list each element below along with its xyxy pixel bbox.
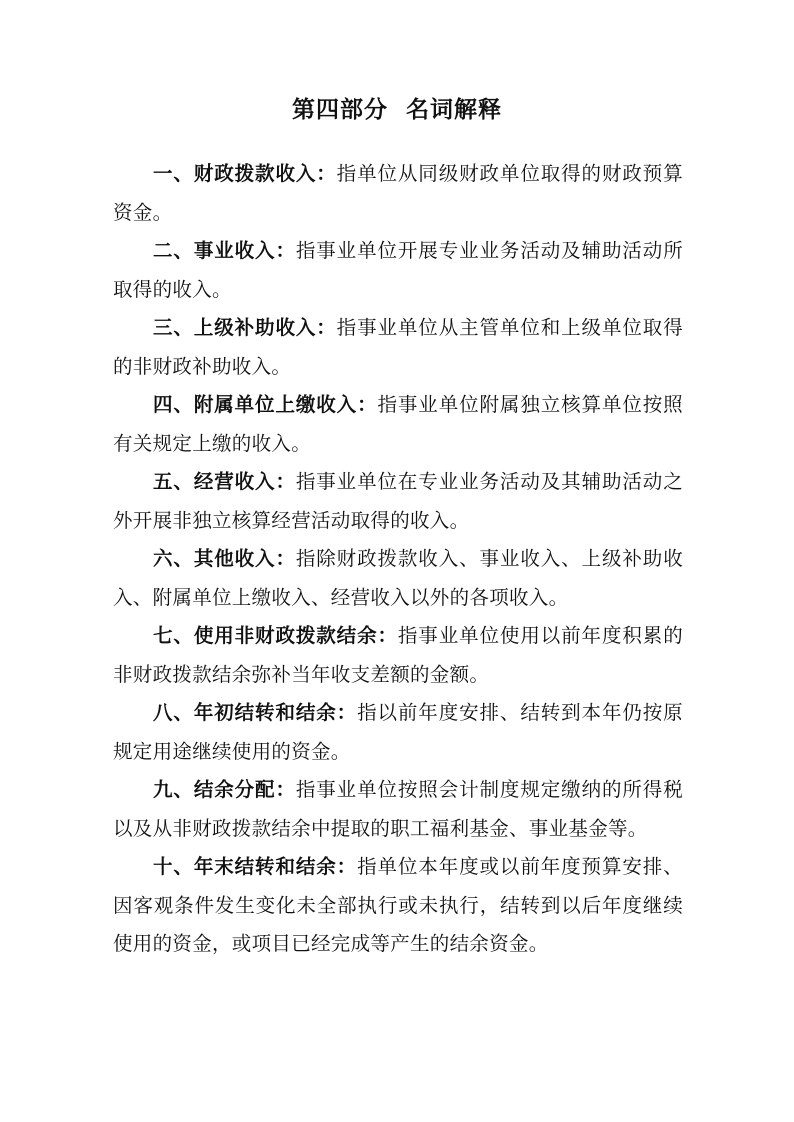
- glossary-term: 四、附属单位上缴收入：: [153, 393, 378, 416]
- glossary-entry: [113, 155, 683, 232]
- glossary-term: 二、事业收入：: [153, 239, 296, 262]
- glossary-entry: [113, 463, 683, 540]
- glossary-entry: [113, 617, 683, 694]
- glossary-term: 七、使用非财政拨款结余：: [153, 624, 398, 647]
- glossary-term: 八、年初结转和结余：: [153, 701, 358, 724]
- glossary-term: 一、财政拨款收入：: [153, 162, 337, 185]
- glossary-definition: 指事业单位在专业业务活动及其辅助活动之外开展非独立核算经营活动取得的收入。: [113, 470, 683, 532]
- glossary-definition: 指以前年度安排、结转到本年仍按原规定用途继续使用的资金。: [113, 701, 683, 763]
- glossary-term: 三、上级补助收入：: [153, 316, 337, 339]
- glossary-definition: 指单位本年度或以前年度预算安排、因客观条件发生变化未全部执行或未执行，结转到以后年度继续使用的资金，或项目已经完成等产生的结余资金。: [113, 855, 683, 955]
- glossary-definition: 指事业单位使用以前年度积累的非财政拨款结余弥补当年收支差额的金额。: [113, 624, 683, 686]
- glossary-definition: 指单位从同级财政单位取得的财政预算资金。: [113, 162, 683, 224]
- glossary-term: 六、其他收入：: [153, 547, 296, 570]
- glossary-definition: 指事业单位从主管单位和上级单位取得的非财政补助收入。: [113, 316, 683, 378]
- glossary-definition: 指事业单位按照会计制度规定缴纳的所得税以及从非财政拨款结余中提取的职工福利基金、事业基金等。: [113, 778, 683, 840]
- glossary-entry: [113, 848, 683, 964]
- glossary-entry: [113, 232, 683, 309]
- page-title: 第四部分 名词解释: [291, 97, 502, 123]
- glossary-entry: [113, 771, 683, 848]
- glossary-entry: [113, 694, 683, 771]
- glossary-entry: [113, 540, 683, 617]
- glossary-term: 五、经营收入：: [153, 470, 296, 493]
- glossary-term: 九、结余分配：: [153, 778, 296, 801]
- glossary-term: 十、年末结转和结余：: [153, 855, 358, 878]
- glossary-entry: [113, 386, 683, 463]
- glossary-definition: 指事业单位附属独立核算单位按照有关规定上缴的收入。: [113, 393, 683, 455]
- glossary-body: [113, 155, 683, 964]
- glossary-entry: [113, 309, 683, 386]
- glossary-definition: 指事业单位开展专业业务活动及辅助活动所取得的收入。: [113, 239, 683, 301]
- glossary-definition: 指除财政拨款收入、事业收入、上级补助收入、附属单位上缴收入、经营收入以外的各项收入。: [113, 547, 683, 609]
